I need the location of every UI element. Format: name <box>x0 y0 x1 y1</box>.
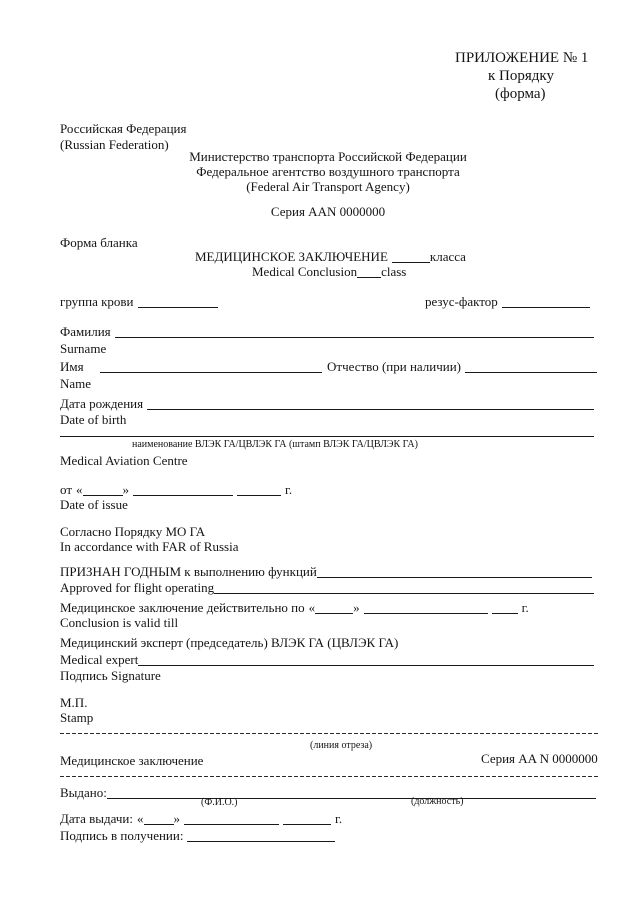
rh-factor-label: резус-фактор <box>425 294 498 309</box>
rh-factor-field <box>502 307 590 308</box>
country-ru <box>60 121 187 136</box>
expert-label-ru: Медицинский эксперт (председатель) ВЛЭК ГА (ЦВЛЭК ГА) <box>60 635 399 650</box>
validity-year-field <box>492 613 518 614</box>
name-en <box>60 376 91 391</box>
issue-year-field <box>237 495 281 496</box>
cut-line-top <box>60 733 598 734</box>
annex-form-text: (форма) <box>495 86 546 102</box>
fitness-label-ru: ПРИЗНАН ГОДНЫМ к выполнению функций <box>60 564 317 579</box>
annex-form <box>495 85 546 103</box>
name-row <box>60 359 322 374</box>
expert-field <box>138 665 594 666</box>
blood-group-field <box>138 307 218 308</box>
issue-month-field <box>133 495 233 496</box>
cut-line-caption <box>310 740 372 752</box>
stub-title <box>60 753 203 768</box>
fitness-field <box>317 577 592 578</box>
stub-series-text: Серия AA N 0000000 <box>481 751 598 766</box>
annex-ref-text: к Порядку <box>488 68 554 84</box>
year-suffix: г. <box>521 600 529 615</box>
expert-label-en: Medical expert <box>60 652 139 667</box>
expert-en-row <box>60 652 594 667</box>
dob-en <box>60 412 126 427</box>
approved-field <box>214 593 594 594</box>
validity-row <box>60 600 529 615</box>
basis-en-text: In accordance with FAR of Russia <box>60 539 239 554</box>
approved-label-en: Approved for flight operating <box>60 580 215 595</box>
dob-row <box>60 396 594 411</box>
name-field <box>100 372 322 373</box>
issue-date-label-en: Date of issue <box>60 497 128 512</box>
country-en-text: (Russian Federation) <box>60 137 169 152</box>
stub-series <box>481 751 598 766</box>
form-label-text: Форма бланка <box>60 235 138 250</box>
validity-day-field <box>315 613 353 614</box>
stub-issue-year-field <box>283 824 331 825</box>
agency-ru: Федеральное агентство воздушного транспорта <box>196 164 460 179</box>
validity-label-ru: Медицинское заключение действительно по <box>60 600 305 615</box>
agency-en: (Federal Air Transport Agency) <box>246 179 410 194</box>
stub-issue-day-field <box>144 824 174 825</box>
annex-title-text: ПРИЛОЖЕНИЕ № 1 <box>455 50 589 66</box>
surname-en <box>60 341 106 356</box>
patronymic-field <box>465 372 597 373</box>
stamp-ru <box>60 695 87 710</box>
year-suffix: г. <box>335 811 343 826</box>
name-label-en: Name <box>60 376 92 391</box>
country-ru-text: Российская Федерация <box>60 121 187 136</box>
fitness-row <box>60 564 592 579</box>
position-caption-text: (должность) <box>411 796 464 807</box>
fio-caption <box>201 797 238 809</box>
basis-en <box>60 539 238 554</box>
open-quote: « <box>137 811 144 826</box>
stamp-en <box>60 710 93 725</box>
receipt-signature-label: Подпись в получении: <box>60 828 184 843</box>
medical-centre-caption-text: наименование ВЛЭК ГА/ЦВЛЭК ГА (штамп ВЛЭК ГА/ЦВЛЭК ГА) <box>132 439 418 450</box>
signature-label-text: Подпись Signature <box>60 668 161 683</box>
validity-label-en: Conclusion is valid till <box>60 615 179 630</box>
surname-row <box>60 324 594 339</box>
conclusion-title-ru-text: МЕДИЦИНСКОЕ ЗАКЛЮЧЕНИЕ <box>195 249 388 264</box>
annex-ref <box>488 67 554 85</box>
basis-ru-text: Согласно Порядку МО ГА <box>60 524 206 539</box>
issued-to-label: Выдано: <box>60 785 107 800</box>
expert-ru <box>60 635 398 650</box>
open-quote: « <box>76 482 83 497</box>
approved-row <box>60 580 594 595</box>
stub-title-text: Медицинское заключение <box>60 753 204 768</box>
surname-field <box>115 337 594 338</box>
position-caption <box>411 796 464 808</box>
dob-field <box>147 409 594 410</box>
class-label-ru: класса <box>429 249 466 264</box>
issue-date-row <box>60 482 292 497</box>
patronymic-label-ru: Отчество (при наличии) <box>327 359 462 374</box>
year-suffix: г. <box>285 482 293 497</box>
medical-centre-caption <box>132 439 418 451</box>
close-quote: » <box>353 600 360 615</box>
patronymic-row <box>327 359 597 374</box>
blood-group-row <box>60 294 218 309</box>
surname-label-ru: Фамилия <box>60 324 111 339</box>
medical-centre-label-en: Medical Aviation Centre <box>60 453 188 468</box>
form-label <box>60 235 138 250</box>
open-quote: « <box>308 600 316 615</box>
issued-to-row <box>60 785 596 800</box>
name-label-ru: Имя <box>60 359 84 374</box>
close-quote: » <box>122 482 130 497</box>
stub-issue-date-label: Дата выдачи: <box>60 811 134 826</box>
issue-day-field <box>83 495 123 496</box>
validity-month-field <box>364 613 488 614</box>
medical-centre-en <box>60 453 188 468</box>
stamp-label-ru: М.П. <box>60 695 88 710</box>
blood-group-label: группа крови <box>60 294 134 309</box>
receipt-signature-field <box>187 841 335 842</box>
conclusion-title-en-text: Medical Conclusion <box>252 264 358 279</box>
receipt-signature-row <box>60 828 335 843</box>
conclusion-title-en <box>252 264 406 279</box>
cut-line-bottom <box>60 776 598 777</box>
rh-factor-row <box>425 294 590 309</box>
dob-label-en: Date of birth <box>60 412 127 427</box>
issue-date-en <box>60 497 128 512</box>
stub-issue-date-row <box>60 811 342 826</box>
ministry-ru: Министерство транспорта Российской Федерации <box>189 149 467 164</box>
issue-date-label-ru: от <box>60 482 73 497</box>
surname-label-en: Surname <box>60 341 107 356</box>
annex-title <box>455 49 588 67</box>
class-label-en: class <box>381 264 407 279</box>
signature-label <box>60 668 161 683</box>
conclusion-title-ru <box>195 249 466 264</box>
class-field-en <box>357 277 381 278</box>
stamp-label-en: Stamp <box>60 710 94 725</box>
cut-line-caption-text: (линия отреза) <box>310 740 373 751</box>
class-field-ru <box>392 262 430 263</box>
stub-issue-month-field <box>184 824 279 825</box>
issued-to-field <box>107 798 596 799</box>
basis-ru <box>60 524 205 539</box>
fio-caption-text: (Ф.И.О.) <box>201 797 238 808</box>
close-quote: » <box>173 811 181 826</box>
series-number: Серия AAN 0000000 <box>270 204 386 219</box>
medical-centre-field <box>60 436 594 437</box>
dob-label-ru: Дата рождения <box>60 396 144 411</box>
validity-en <box>60 615 178 630</box>
